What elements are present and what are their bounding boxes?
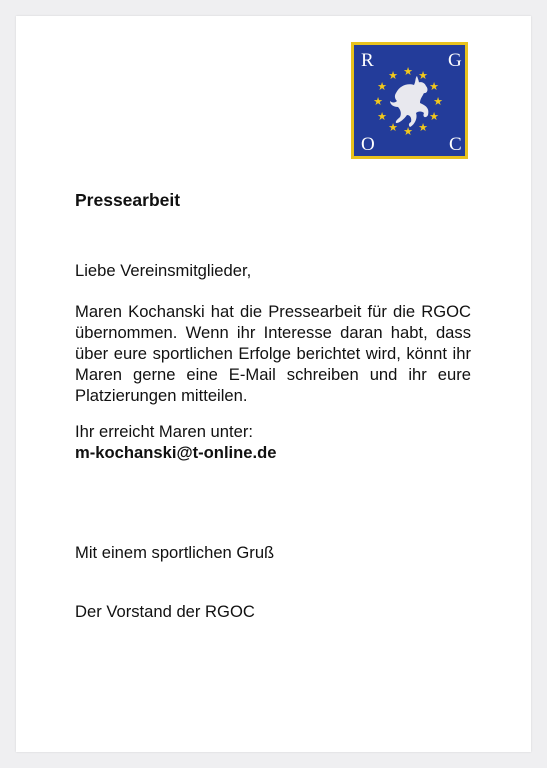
body-paragraph: Maren Kochanski hat die Pressearbeit für die RGOC übernommen. Wenn ihr Interesse daran habt, dass über eure sportlichen Erfolge berichtet wird, könnt ihr Maren gerne eine E-Mail schreiben und ihr eure Platzierungen mitteilen. (75, 302, 471, 405)
logo-letter-o: O (361, 134, 375, 155)
svg-text:★: ★ (418, 121, 428, 134)
contact-email[interactable]: m-kochanski@t-online.de (75, 443, 277, 462)
document-page (16, 16, 531, 752)
svg-text:★: ★ (403, 125, 413, 138)
greeting: Liebe Vereinsmitglieder, (75, 261, 252, 280)
svg-text:★: ★ (377, 110, 387, 123)
contact-intro: Ihr erreicht Maren unter: (75, 422, 253, 441)
logo-letter-r: R (361, 50, 374, 71)
logo-letter-g: G (448, 50, 462, 71)
document-title: Pressearbeit (75, 190, 181, 210)
svg-text:★: ★ (388, 69, 398, 82)
closing: Mit einem sportlichen Gruß (75, 543, 275, 562)
svg-text:★: ★ (433, 95, 443, 108)
svg-text:★: ★ (388, 121, 398, 134)
rgoc-logo (351, 42, 468, 159)
svg-text:★: ★ (377, 80, 387, 93)
svg-text:★: ★ (403, 65, 413, 78)
svg-text:★: ★ (429, 80, 439, 93)
logo-letter-c: C (449, 134, 462, 155)
svg-text:★: ★ (418, 69, 428, 82)
svg-text:★: ★ (373, 95, 383, 108)
svg-text:★: ★ (429, 110, 439, 123)
horse-icon (390, 76, 428, 127)
signoff: Der Vorstand der RGOC (75, 602, 255, 621)
